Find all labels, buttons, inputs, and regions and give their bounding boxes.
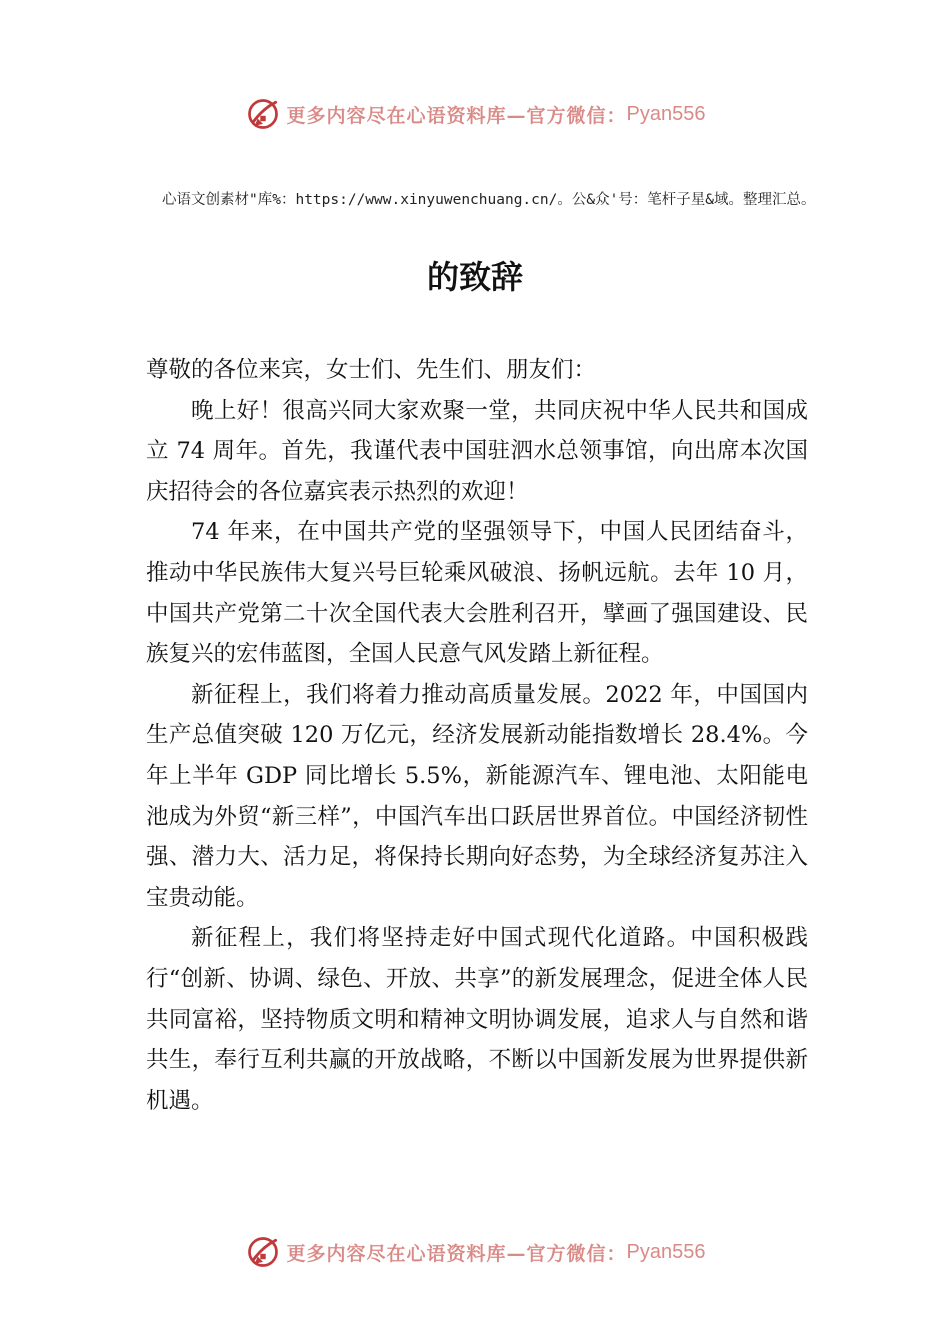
source-note: 心语文创素材"库%：https://www.xinyuwenchuang.cn/。公&众'号：笔杆子星&域。整理汇总。: [162, 192, 816, 208]
brand-logo-icon: [245, 96, 281, 132]
footer-banner: [0, 1230, 950, 1274]
banner-text: 更多内容尽在心语资料库—官方微信：: [286, 1242, 627, 1265]
document-body: [146, 350, 808, 1121]
paragraph: 新征程上，我们将着力推动高质量发展。2022 年，中国国内生产总值突破 120 万亿元，经济发展新动能指数增长 28.4%。今年上半年 GDP 同比增长 5.5%，新能源汽车、锂电池、太阳能电池成为外贸“新三样”，中国汽车出口跃居世界首位。中国经济韧性强、潜力大、活力足，将保持长期向好态势，为全球经济复苏注入宝贵动能。: [146, 681, 808, 911]
paragraph: 晚上好！很高兴同大家欢聚一堂，共同庆祝中华人民共和国成立 74 周年。首先，我谨代表中国驻泗水总领事馆，向出席本次国庆招待会的各位嘉宾表示热烈的欢迎！: [146, 397, 808, 505]
banner-text: 更多内容尽在心语资料库—官方微信：: [286, 104, 627, 127]
header-banner: [0, 92, 950, 136]
paragraph: 74 年来，在中国共产党的坚强领导下，中国人民团结奋斗，推动中华民族伟大复兴号巨轮乘风破浪、扬帆远航。去年 10 月，中国共产党第二十次全国代表大会胜利召开，擘画了强国建设、民族复兴的宏伟蓝图，全国人民意气风发踏上新征程。: [146, 519, 808, 668]
paragraph: 新征程上，我们将坚持走好中国式现代化道路。中国积极践行“创新、协调、绿色、开放、共享”的新发展理念，促进全体人民共同富裕，坚持物质文明和精神文明协调发展，追求人与自然和谐共生，奉行互利共赢的开放战略，不断以中国新发展为世界提供新机遇。: [146, 925, 808, 1114]
salutation: 尊敬的各位来宾，女士们、先生们、朋友们：: [146, 357, 597, 383]
banner-wechat-id: Pyan556: [626, 102, 706, 125]
brand-logo-icon: [245, 1234, 281, 1270]
banner-wechat-id: Pyan556: [626, 1240, 706, 1263]
page-title: 的致辞: [426, 258, 523, 296]
